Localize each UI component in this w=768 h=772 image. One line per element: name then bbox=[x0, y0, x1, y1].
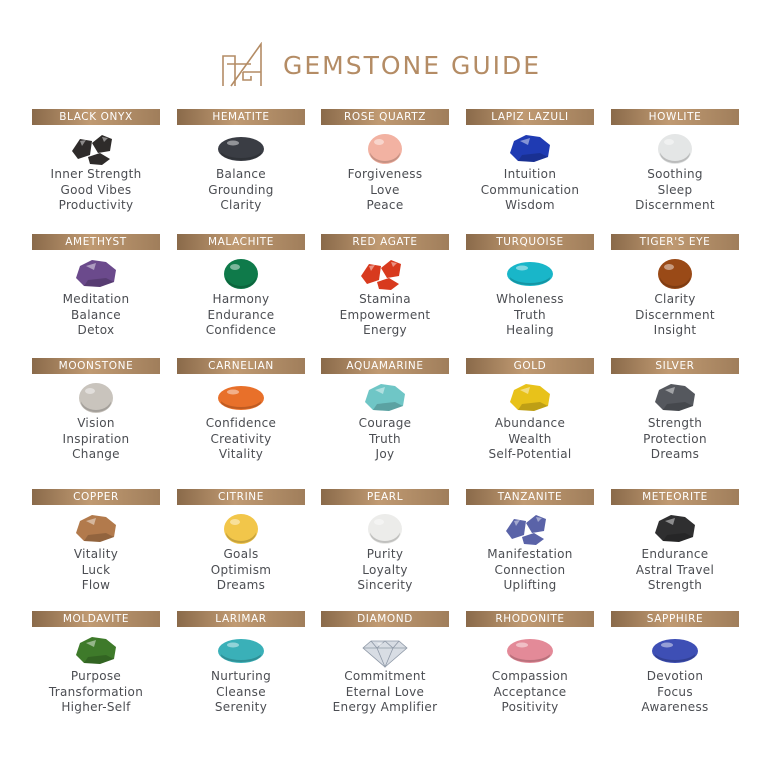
gem-properties bbox=[22, 416, 170, 463]
gem-properties bbox=[22, 167, 170, 214]
gem-name-banner: TURQUOISE bbox=[466, 234, 594, 250]
gem-properties bbox=[311, 416, 459, 463]
gem-property: Communication bbox=[480, 182, 580, 197]
gem-property: Detox bbox=[77, 323, 115, 337]
diamond-stone-icon bbox=[355, 631, 415, 669]
gem-card-tanzanite bbox=[466, 489, 594, 613]
gem-property: Strength bbox=[647, 416, 703, 430]
gem-property: Stamina bbox=[359, 292, 411, 306]
gem-card-meteorite bbox=[611, 489, 739, 613]
gem-card-malachite bbox=[177, 234, 305, 358]
gem-properties bbox=[167, 547, 315, 594]
turquoise-stone-icon bbox=[500, 254, 560, 292]
page-title: GEMSTONE GUIDE bbox=[283, 51, 542, 80]
gem-property: Wealth bbox=[508, 431, 552, 446]
tanzanite-stone-icon bbox=[500, 509, 560, 547]
gem-property: Empowerment bbox=[339, 307, 431, 322]
gem-card-citrine bbox=[177, 489, 305, 613]
gem-property: Sleep bbox=[657, 182, 693, 197]
gem-property: Protection bbox=[643, 431, 707, 446]
gem-property: Confidence bbox=[205, 323, 277, 337]
gem-name-banner: MOONSTONE bbox=[32, 358, 160, 374]
gem-card-rhodonite bbox=[466, 611, 594, 735]
carnelian-stone-icon bbox=[211, 378, 271, 416]
gem-property: Transformation bbox=[48, 684, 144, 699]
gold-stone-icon bbox=[500, 378, 560, 416]
amethyst-stone-icon bbox=[66, 254, 126, 292]
sapphire-stone-icon bbox=[645, 631, 705, 669]
gem-name-banner: DIAMOND bbox=[321, 611, 449, 627]
howlite-stone-icon bbox=[645, 129, 705, 167]
gem-property: Self-Potential bbox=[488, 447, 572, 461]
gem-name-banner: RED AGATE bbox=[321, 234, 449, 250]
gem-card-lapiz-lazuli bbox=[466, 109, 594, 233]
gem-property: Soothing bbox=[647, 167, 703, 181]
gem-properties bbox=[601, 167, 749, 214]
gem-card-gold bbox=[466, 358, 594, 482]
gem-property: Intuition bbox=[503, 167, 557, 181]
gem-property: Endurance bbox=[641, 547, 709, 561]
gem-properties bbox=[601, 669, 749, 716]
gem-card-larimar bbox=[177, 611, 305, 735]
gem-properties bbox=[167, 167, 315, 214]
gem-name-banner: METEORITE bbox=[611, 489, 739, 505]
gem-name-banner: LAPIZ LAZULI bbox=[466, 109, 594, 125]
gem-name-banner: MALACHITE bbox=[177, 234, 305, 250]
meteorite-stone-icon bbox=[645, 509, 705, 547]
gem-property: Manifestation bbox=[487, 547, 573, 561]
gem-property: Goals bbox=[223, 547, 259, 561]
rhodonite-stone-icon bbox=[500, 631, 560, 669]
gem-property: Wholeness bbox=[496, 292, 564, 306]
gem-name-banner: MOLDAVITE bbox=[32, 611, 160, 627]
gem-property: Balance bbox=[216, 167, 266, 181]
gem-property: Truth bbox=[369, 431, 401, 446]
gem-property: Focus bbox=[657, 684, 693, 699]
gem-properties bbox=[22, 547, 170, 594]
gem-properties bbox=[601, 292, 749, 339]
gem-properties bbox=[456, 416, 604, 463]
gem-properties bbox=[167, 292, 315, 339]
gem-property: Creativity bbox=[210, 431, 272, 446]
gem-card-pearl bbox=[321, 489, 449, 613]
pearl-stone-icon bbox=[355, 509, 415, 547]
gem-name-banner: CITRINE bbox=[177, 489, 305, 505]
gem-property: Compassion bbox=[491, 669, 569, 683]
gem-card-hematite bbox=[177, 109, 305, 233]
gem-property: Clarity bbox=[654, 292, 696, 306]
lapiz-lazuli-stone-icon bbox=[500, 129, 560, 167]
gem-property: Courage bbox=[358, 416, 412, 430]
gem-name-banner: ROSE QUARTZ bbox=[321, 109, 449, 125]
gem-card-tiger-s-eye bbox=[611, 234, 739, 358]
gem-property: Strength bbox=[647, 578, 703, 592]
gem-properties bbox=[456, 547, 604, 594]
gem-property: Grounding bbox=[208, 182, 274, 197]
gem-property: Meditation bbox=[62, 292, 130, 306]
gem-name-banner: TIGER'S EYE bbox=[611, 234, 739, 250]
moldavite-stone-icon bbox=[66, 631, 126, 669]
gem-properties bbox=[601, 416, 749, 463]
gem-property: Connection bbox=[494, 562, 566, 577]
gem-property: Astral Travel bbox=[635, 562, 715, 577]
gem-property: Loyalty bbox=[362, 562, 408, 577]
gem-property: Vitality bbox=[218, 447, 264, 461]
rose-quartz-stone-icon bbox=[355, 129, 415, 167]
gem-property: Confidence bbox=[205, 416, 277, 430]
gem-property: Energy bbox=[363, 323, 407, 337]
gem-property: Forgiveness bbox=[347, 167, 423, 181]
gem-property: Commitment bbox=[344, 669, 426, 683]
gem-card-carnelian bbox=[177, 358, 305, 482]
gem-name-banner: COPPER bbox=[32, 489, 160, 505]
silver-stone-icon bbox=[645, 378, 705, 416]
gem-property: Discernment bbox=[635, 198, 715, 212]
gem-property: Energy Amplifier bbox=[332, 700, 438, 714]
gem-properties bbox=[311, 167, 459, 214]
gem-property: Dreams bbox=[216, 578, 266, 592]
gem-properties bbox=[601, 547, 749, 594]
tiger-s-eye-stone-icon bbox=[645, 254, 705, 292]
gem-card-moonstone bbox=[32, 358, 160, 482]
gem-property: Healing bbox=[506, 323, 554, 337]
gem-card-sapphire bbox=[611, 611, 739, 735]
gem-property: Vitality bbox=[73, 547, 119, 561]
gem-properties bbox=[311, 547, 459, 594]
gem-property: Devotion bbox=[646, 669, 704, 683]
gem-property: Optimism bbox=[210, 562, 272, 577]
gem-property: Peace bbox=[366, 198, 404, 212]
gem-properties bbox=[311, 669, 459, 716]
gem-card-red-agate bbox=[321, 234, 449, 358]
gem-name-banner: CARNELIAN bbox=[177, 358, 305, 374]
gem-property: Discernment bbox=[635, 307, 715, 322]
larimar-stone-icon bbox=[211, 631, 271, 669]
gem-name-banner: PEARL bbox=[321, 489, 449, 505]
copper-stone-icon bbox=[66, 509, 126, 547]
gem-name-banner: GOLD bbox=[466, 358, 594, 374]
gem-name-banner: TANZANITE bbox=[466, 489, 594, 505]
gem-property: Abundance bbox=[494, 416, 566, 430]
red-agate-stone-icon bbox=[355, 254, 415, 292]
gem-property: Positivity bbox=[501, 700, 559, 714]
gem-card-silver bbox=[611, 358, 739, 482]
gem-property: Love bbox=[370, 182, 400, 197]
gem-property: Awareness bbox=[641, 700, 709, 714]
gem-properties bbox=[167, 669, 315, 716]
gem-property: Purity bbox=[366, 547, 404, 561]
gem-property: Truth bbox=[514, 307, 546, 322]
gem-properties bbox=[456, 167, 604, 214]
gem-property: Sincerity bbox=[357, 578, 413, 592]
gem-name-banner: HEMATITE bbox=[177, 109, 305, 125]
gem-property: Acceptance bbox=[493, 684, 567, 699]
gem-property: Luck bbox=[81, 562, 111, 577]
gem-card-black-onyx bbox=[32, 109, 160, 233]
moonstone-stone-icon bbox=[66, 378, 126, 416]
gem-property: Eternal Love bbox=[345, 684, 425, 699]
malachite-stone-icon bbox=[211, 254, 271, 292]
gem-properties bbox=[167, 416, 315, 463]
citrine-stone-icon bbox=[211, 509, 271, 547]
gem-properties bbox=[311, 292, 459, 339]
black-onyx-stone-icon bbox=[66, 129, 126, 167]
gem-card-turquoise bbox=[466, 234, 594, 358]
aquamarine-stone-icon bbox=[355, 378, 415, 416]
gem-properties bbox=[22, 292, 170, 339]
gem-card-copper bbox=[32, 489, 160, 613]
gem-property: Harmony bbox=[212, 292, 270, 306]
hematite-stone-icon bbox=[211, 129, 271, 167]
gem-card-howlite bbox=[611, 109, 739, 233]
gem-property: Endurance bbox=[207, 307, 275, 322]
gem-name-banner: AMETHYST bbox=[32, 234, 160, 250]
gem-property: Insight bbox=[653, 323, 697, 337]
gem-property: Productivity bbox=[58, 198, 134, 212]
gem-name-banner: SILVER bbox=[611, 358, 739, 374]
gem-card-aquamarine bbox=[321, 358, 449, 482]
gem-property: Joy bbox=[375, 447, 395, 461]
gem-property: Inspiration bbox=[62, 431, 130, 446]
gem-card-diamond bbox=[321, 611, 449, 735]
gem-property: Serenity bbox=[214, 700, 268, 714]
gem-property: Balance bbox=[71, 307, 121, 322]
gem-name-banner: LARIMAR bbox=[177, 611, 305, 627]
gem-name-banner: BLACK ONYX bbox=[32, 109, 160, 125]
gem-property: Good Vibes bbox=[60, 182, 132, 197]
gem-property: Inner Strength bbox=[50, 167, 142, 181]
gem-properties bbox=[22, 669, 170, 716]
gem-card-rose-quartz bbox=[321, 109, 449, 233]
gem-name-banner: HOWLITE bbox=[611, 109, 739, 125]
gem-property: Dreams bbox=[650, 447, 700, 461]
gem-property: Uplifting bbox=[503, 578, 557, 592]
gem-properties bbox=[456, 292, 604, 339]
gem-property: Purpose bbox=[70, 669, 122, 683]
gem-property: Flow bbox=[81, 578, 111, 592]
gem-property: Change bbox=[72, 447, 120, 461]
gem-card-amethyst bbox=[32, 234, 160, 358]
gem-properties bbox=[456, 669, 604, 716]
gem-property: Clarity bbox=[220, 198, 262, 212]
gem-card-moldavite bbox=[32, 611, 160, 735]
gem-name-banner: RHODONITE bbox=[466, 611, 594, 627]
gem-property: Vision bbox=[77, 416, 115, 430]
gem-property: Cleanse bbox=[216, 684, 266, 699]
gem-name-banner: SAPPHIRE bbox=[611, 611, 739, 627]
gem-property: Nurturing bbox=[210, 669, 272, 683]
gem-name-banner: AQUAMARINE bbox=[321, 358, 449, 374]
gem-property: Wisdom bbox=[505, 198, 555, 212]
gem-property: Higher-Self bbox=[61, 700, 131, 714]
